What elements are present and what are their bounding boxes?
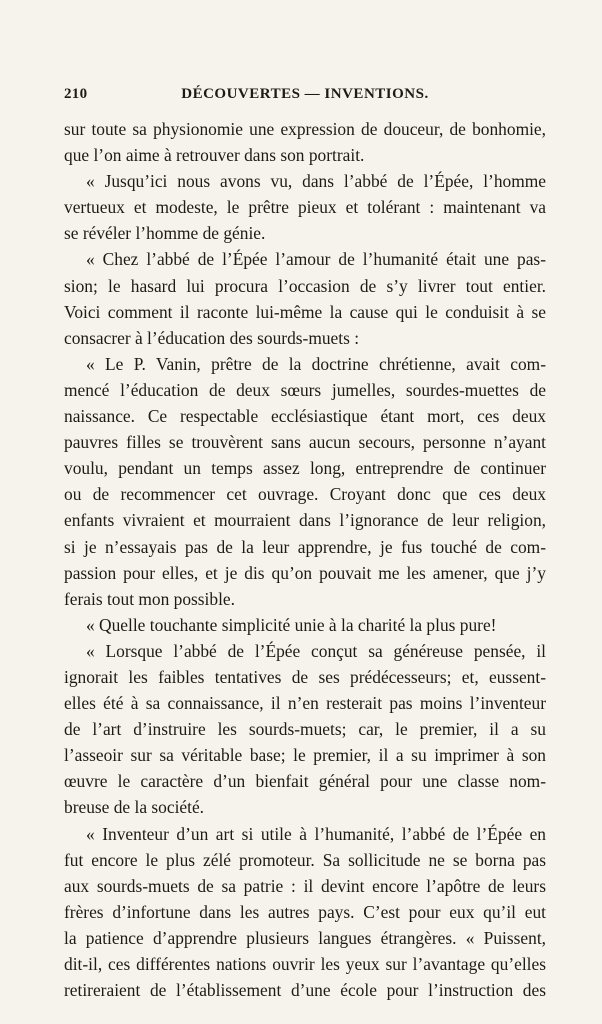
text-line: l’asseoir sur sa véritable base; le premier, il a su imprimer à son [64,745,546,766]
text-line: frères d’infortune dans les autres pays. C’est pour eux qu’il eut [64,901,546,922]
text-line: mencé l’éducation de deux sœurs jumelles, sourdes-muettes de [64,379,546,400]
text-line: dit-il, ces différentes nations ouvrir les yeux sur l’avantage qu’elles [64,954,546,974]
text-line: « Chez l’abbé de l’Épée l’amour de l’humanité était une pas- [86,249,546,270]
text-line: « Quelle touchante simplicité unie à la charité la plus pure! [86,614,497,635]
text-line: que l’on aime à retrouver dans son portrait. [64,145,365,166]
text-line: « Jusqu’ici nous avons vu, dans l’abbé de l’Épée, l’homme [86,171,546,192]
text-line: « Inventeur d’un art si utile à l’humanité, l’abbé de l’Épée en [86,823,546,844]
text-line: voulu, pendant un temps assez long, entreprendre de continuer [64,458,546,479]
text-line: « Le P. Vanin, prêtre de la doctrine chrétienne, avait com- [86,353,546,374]
page-number: 210 [64,86,88,102]
text-line: « Lorsque l’abbé de l’Épée conçut sa généreuse pensée, il [86,640,546,661]
text-line: retireraient de l’établissement d’une école pour l’instruction des [64,980,546,1001]
text-line: naissance. Ce respectable ecclésiastique étant mort, ces deux [64,406,546,427]
text-line: ferais tout mon possible. [64,588,235,609]
running-title: DÉCOUVERTES — INVENTIONS. [181,86,429,102]
text-line: sur toute sa physionomie une expression de douceur, de bonhomie, [64,119,546,139]
body-text [64,116,546,1003]
text-line: œuvre le caractère d’un bienfait général pour une classe nom- [64,771,546,792]
text-line: de l’art d’instruire les sourds-muets; car, le premier, il a su [64,719,546,740]
page-header [64,86,546,108]
text-line: si je n’essayais pas de la leur apprendre, je fus touché de com- [64,536,546,557]
text-line: passion pour elles, et je dis qu’on pouvait me les amener, que j’y [64,562,546,583]
text-line: vertueux et modeste, le prêtre pieux et tolérant : maintenant va [64,197,546,218]
text-line: ou de recommencer cet ouvrage. Croyant donc que ces deux [64,484,546,505]
text-line: la patience d’apprendre plusieurs langues étrangères. « Puissent, [64,927,546,948]
text-line: elles été à sa connaissance, il n’en resterait pas moins l’inventeur [64,693,546,714]
text-line: consacrer à l’éducation des sourds-muets : [64,327,360,348]
text-line: breuse de la société. [64,797,205,818]
text-line: enfants vivraient et mourraient dans l’ignorance de leur religion, [64,510,546,531]
text-line: pauvres filles se trouvèrent sans aucun secours, personne n’ayant [64,432,546,453]
text-line: fut encore le plus zélé promoteur. Sa sollicitude ne se borna pas [64,849,546,870]
text-line: sion; le hasard lui procura l’occasion de s’y livrer tout entier. [64,275,546,296]
text-line: se révéler l’homme de génie. [64,223,266,244]
text-line: ignorait les faibles tentatives de ses prédécesseurs; et, eussent- [64,666,546,687]
text-line: Voici comment il raconte lui-même la cause qui le conduisit à se [64,301,546,322]
text-line: aux sourds-muets de sa patrie : il devint encore l’apôtre de leurs [64,875,546,896]
